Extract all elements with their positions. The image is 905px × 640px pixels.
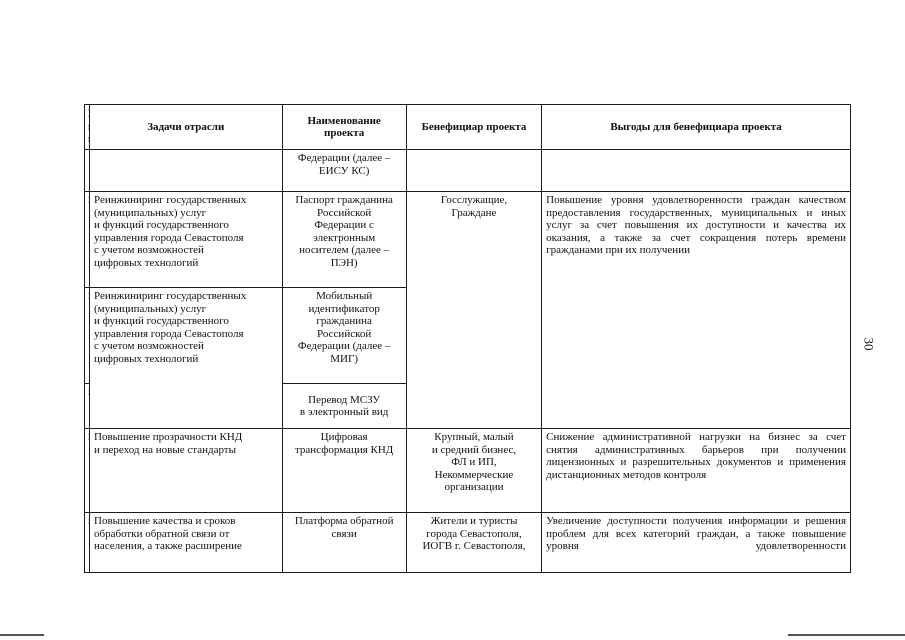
project-table xyxy=(84,104,851,573)
header-row xyxy=(85,105,851,150)
cell-project: Цифровая трансформация КНД xyxy=(282,429,406,513)
scan-edge-right xyxy=(788,634,905,636)
cell-task: Реинжиниринг государственных (муниципальных) услуг и функций государственного управления города Севастополя с учетом возможностей цифровых технологий xyxy=(90,192,283,288)
cell-beneficiary: Жители и туристы города Севастополя, ИОГВ г. Севастополя, xyxy=(406,513,541,573)
cell-project: Перевод МСЗУ в электронный вид xyxy=(282,384,406,429)
header-benefits: Выгоды для бенефициара проекта xyxy=(542,105,851,150)
cell-benefits: Повышение уровня удовлетворенности граждан качеством предоставления государственных, муниципальных и иных услуг за счет повышения их доступности и качества их оказания, а также за счет сокращения потерь времени гражданами при их получении xyxy=(542,192,851,429)
cell-project: Паспорт гражданина Российской Федерации с электронным носителем (далее – ПЭН) xyxy=(282,192,406,288)
page-number: 30 xyxy=(861,337,877,351)
header-task: Задачи отрасли xyxy=(90,105,283,150)
cell-task xyxy=(90,150,283,192)
table-row xyxy=(85,150,851,192)
cell-beneficiary: Крупный, малый и средний бизнес, ФЛ и ИП, Некоммерческие организации xyxy=(406,429,541,513)
cell-task: Повышение прозрачности КНД и переход на новые стандарты xyxy=(90,429,283,513)
cell-beneficiary xyxy=(406,150,541,192)
cell-project: Федерации (далее – ЕИСУ КС) xyxy=(282,150,406,192)
cell-project: Мобильный идентификатор гражданина Российской Федерации (далее – МИГ) xyxy=(282,288,406,384)
table-row xyxy=(85,513,851,573)
cell-num xyxy=(85,384,90,429)
cell-task: Реинжиниринг государственных (муниципальных) услуг и функций государственного управления города Севастополя с учетом возможностей цифровых технологий xyxy=(90,288,283,429)
header-project: Наименование проекта xyxy=(282,105,406,150)
cell-beneficiary: Госслужащие, Граждане xyxy=(406,192,541,429)
header-num xyxy=(85,105,90,150)
cell-project: Платформа обратной связи xyxy=(282,513,406,573)
cell-benefits xyxy=(542,150,851,192)
cell-benefits: Увеличение доступности получения информации и решения проблем для всех категорий граждан, а также повышение уровня удовлетворенности xyxy=(542,513,851,573)
table-row xyxy=(85,192,851,288)
scan-edge-left xyxy=(0,634,44,636)
cell-benefits: Снижение административной нагрузки на бизнес за счет снятия административных барьеров при получении лицензионных и разрешительных документов и применения дистанционных методов контроля xyxy=(542,429,851,513)
cell-task: Повышение качества и сроков обработки обратной связи от населения, а также расширение xyxy=(90,513,283,573)
header-beneficiary: Бенефициар проекта xyxy=(406,105,541,150)
table-row xyxy=(85,429,851,513)
